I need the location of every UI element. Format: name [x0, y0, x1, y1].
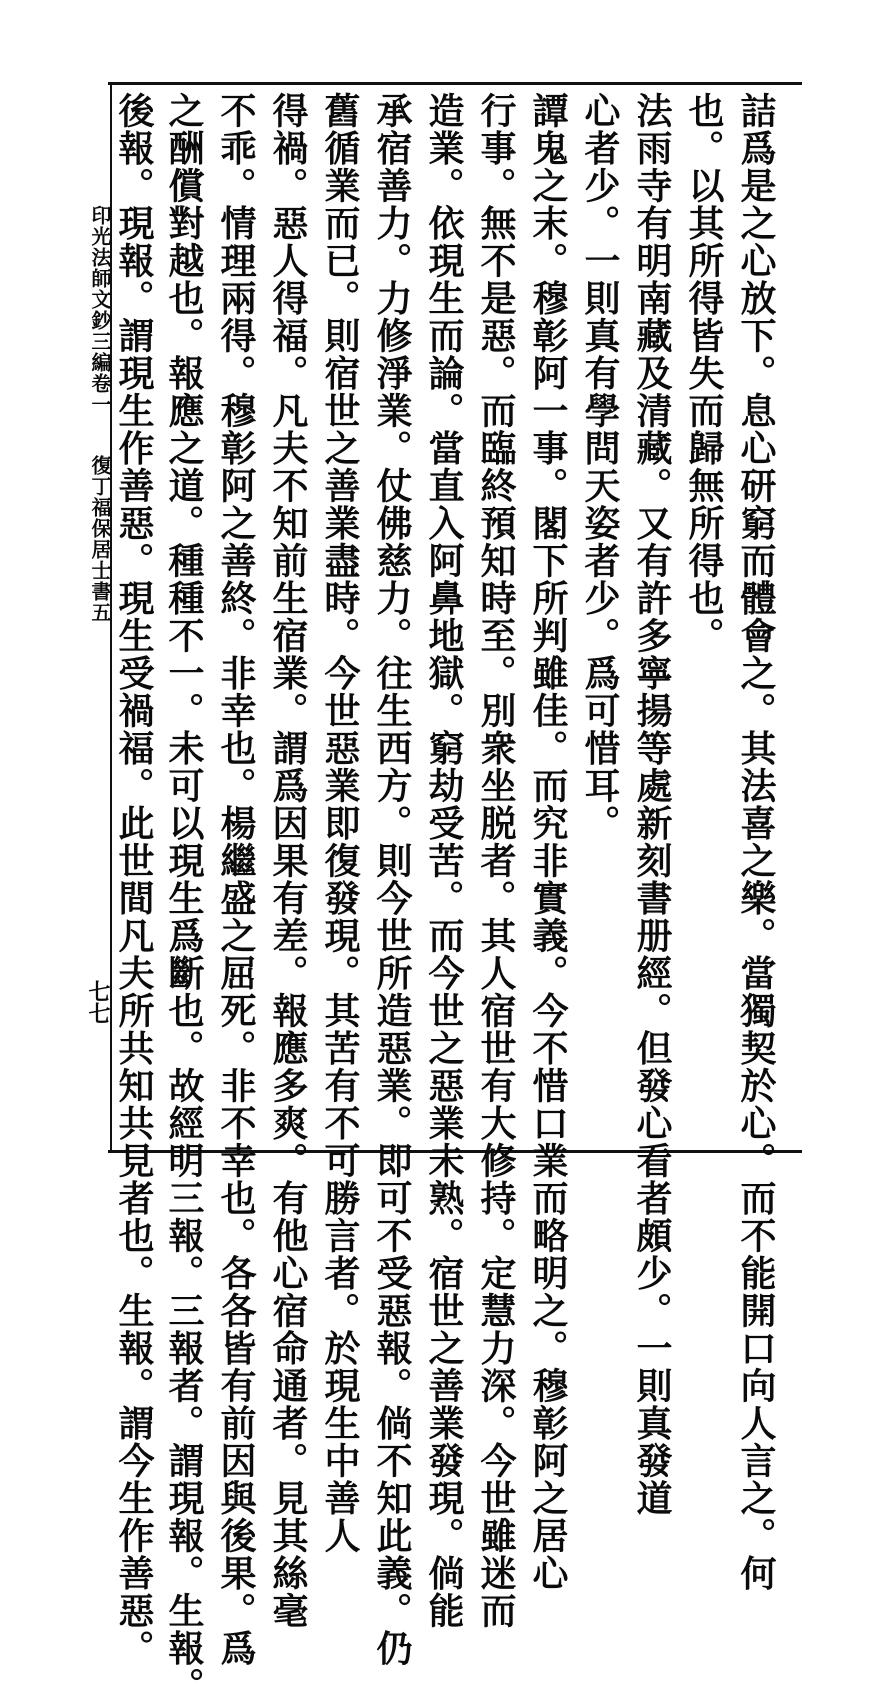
text-column-8: 承宿善力。力修淨業。仗佛慈力。往生西方。則今世所造惡業。即可不受惡報。倘不知此義。仍	[371, 92, 413, 1667]
text-column-3: 法雨寺有明南藏及清藏。又有許多寧揚等處新刻書册經。但發心看者頗少。一則真發道	[631, 92, 673, 1517]
running-section-title: 復丁福保居士書五	[88, 455, 112, 623]
text-column-11: 不乖。情理兩得。穆彰阿之善終。非幸也。楊繼盛之屈死。非不幸也。各各皆有前因與後果。爲	[215, 92, 257, 1667]
text-column-2: 也。以其所得皆失而歸無所得也。	[683, 92, 725, 655]
text-column-12: 之酬償對越也。報應之道。種種不一。未可以現生爲斷也。故經明三報。三報者。謂現報。生報。	[163, 92, 205, 1705]
text-column-4: 心者少。一則真有學問天姿者少。爲可惜耳。	[579, 92, 621, 842]
text-column-5: 譚鬼之末。穆彰阿一事。閣下所判雖佳。而究非實義。今不惜口業而略明之。穆彰阿之居心	[527, 92, 569, 1592]
text-column-7: 造業。依現生而論。當直入阿鼻地獄。窮劫受苦。而今世之惡業未熟。宿世之善業發現。倘能	[423, 92, 465, 1630]
text-column-9: 舊循業而已。則宿世之善業盡時。今世惡業即復發現。其苦有不可勝言者。於現生中善人	[319, 92, 361, 1555]
text-column-1: 詰爲是之心放下。息心研窮而體會之。其法喜之樂。當獨契於心。而不能開口向人言之。何	[735, 92, 777, 1592]
top-border-rule	[108, 82, 802, 85]
text-column-10: 得禍。惡人得福。凡夫不知前生宿業。謂爲因果有差。報應多爽。有他心宿命通者。見其絲毫	[267, 92, 309, 1630]
text-column-6: 行事。無不是惡。而臨終預知時至。別衆坐脱者。其人宿世有大修持。定慧力深。今世雖迷而	[475, 92, 517, 1630]
page-number: 七七	[85, 980, 111, 1024]
text-column-13: 後報。現報。謂現生作善惡。現生受禍福。此世間凡夫所共知共見者也。生報。謂今生作善惡。	[113, 92, 155, 1667]
running-book-title: 印光法師文鈔三編卷一	[88, 205, 112, 415]
